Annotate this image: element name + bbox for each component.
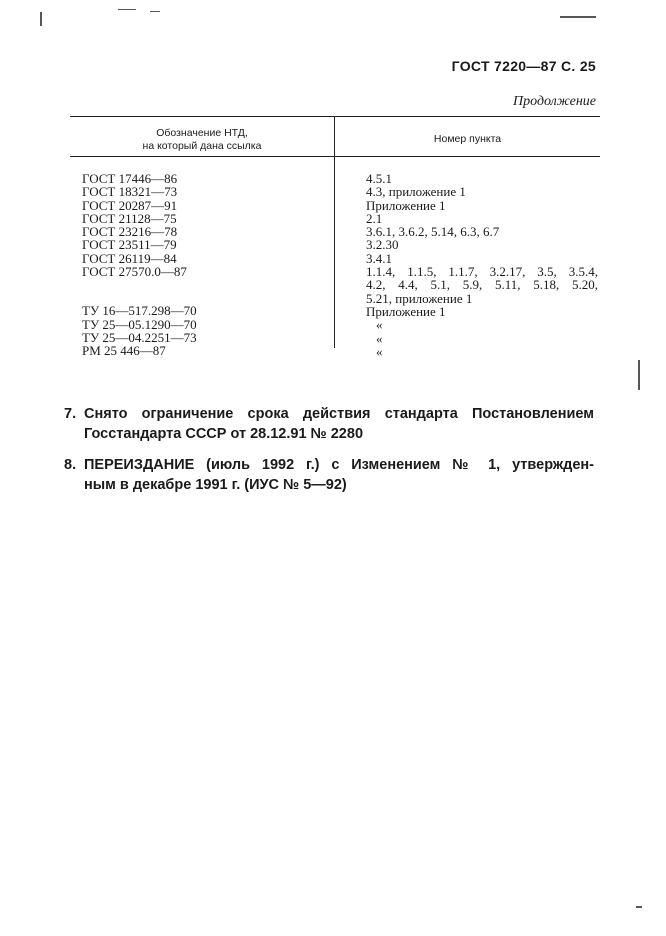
table-row-ref: ТУ 25—04.2251—73 — [82, 329, 197, 345]
scan-speck — [118, 9, 136, 10]
table-row-clause: 5.21, приложение 1 — [366, 290, 473, 306]
table-row-clause: 4.5.1 — [366, 171, 392, 186]
table-row-clause: Приложение 1 — [366, 197, 446, 213]
table-row-ref: ГОСТ 27570.0—87 — [82, 264, 187, 280]
table-row-ref: ТУ 25—05.1290—70 — [82, 316, 197, 332]
table-row-clause: 1.1.4, 1.1.5, 1.1.7, 3.2.17, 3.5, 3.5.4, — [366, 264, 598, 280]
column-heading-reference — [70, 127, 334, 153]
table-row-clause: 3.6.1, 3.6.2, 5.14, 6.3, 6.7 — [366, 224, 500, 240]
note-line: Госстандарта СССР от 28.12.91 № 2280 — [84, 426, 364, 442]
table-top-rule — [70, 116, 600, 117]
table-row-clause: 4.2, 4.4, 5.1, 5.9, 5.11, 5.18, 5.20, — [366, 277, 598, 293]
clause-column — [366, 172, 598, 358]
table-row-ref: ГОСТ 23216—78 — [82, 224, 178, 240]
table-row-ref: ГОСТ 21128—75 — [82, 210, 177, 226]
scan-speck — [638, 360, 640, 390]
table-row-ref: ГОСТ 23511—79 — [82, 237, 177, 253]
note-text — [84, 404, 594, 444]
note-line: ным в декабре 1991 г. (ИУС № 5—92) — [84, 477, 347, 493]
note-text — [84, 455, 594, 495]
note-line: Снято ограничение срока действия стандарта Постановлением — [84, 406, 594, 422]
page-header: ГОСТ 7220—87 С. 25 — [451, 58, 596, 74]
table-row-ref: ГОСТ 26119—84 — [82, 250, 177, 266]
table-row-clause-ditto: « — [376, 343, 383, 359]
table-row-spacer — [82, 278, 197, 304]
column-heading-clause: Номер пункта — [433, 133, 502, 145]
scan-speck — [636, 906, 642, 908]
table-row-clause-ditto: « — [376, 317, 383, 333]
column-heading-reference-line2: на который дана ссылка — [142, 140, 262, 152]
column-heading-reference-line1: Обозначение НТД, — [156, 127, 248, 139]
scan-speck — [40, 12, 42, 26]
note-8 — [64, 455, 594, 495]
table-row-ref: ГОСТ 20287—91 — [82, 197, 178, 213]
table-row-clause: 3.4.1 — [366, 250, 392, 266]
note-line: ПЕРЕИЗДАНИЕ (июль 1992 г.) с Изменением № 1, утвержден- — [84, 457, 594, 473]
table-row-clause-ditto: « — [376, 330, 383, 346]
scan-speck — [560, 16, 596, 18]
table-row-ref: РМ 25 446—87 — [82, 343, 166, 359]
reference-column — [82, 172, 197, 358]
table-column-divider — [334, 116, 335, 348]
table-row-ref: ТУ 16—517.298—70 — [82, 303, 197, 319]
scan-speck — [150, 11, 160, 12]
table-header-rule — [70, 156, 600, 157]
note-number: 7. — [64, 406, 77, 422]
note-7 — [64, 404, 594, 444]
table-row-clause: 3.2.30 — [366, 237, 399, 253]
table-row-clause: Приложение 1 — [366, 303, 446, 319]
table-row-clause: 2.1 — [366, 210, 383, 226]
table-row-ref: ГОСТ 17446—86 — [82, 171, 178, 186]
table-row-ref: ГОСТ 18321—73 — [82, 184, 178, 200]
continuation-label: Продолжение — [513, 94, 596, 109]
table-row-clause: 4.3, приложение 1 — [366, 184, 466, 200]
note-number: 8. — [64, 457, 77, 473]
